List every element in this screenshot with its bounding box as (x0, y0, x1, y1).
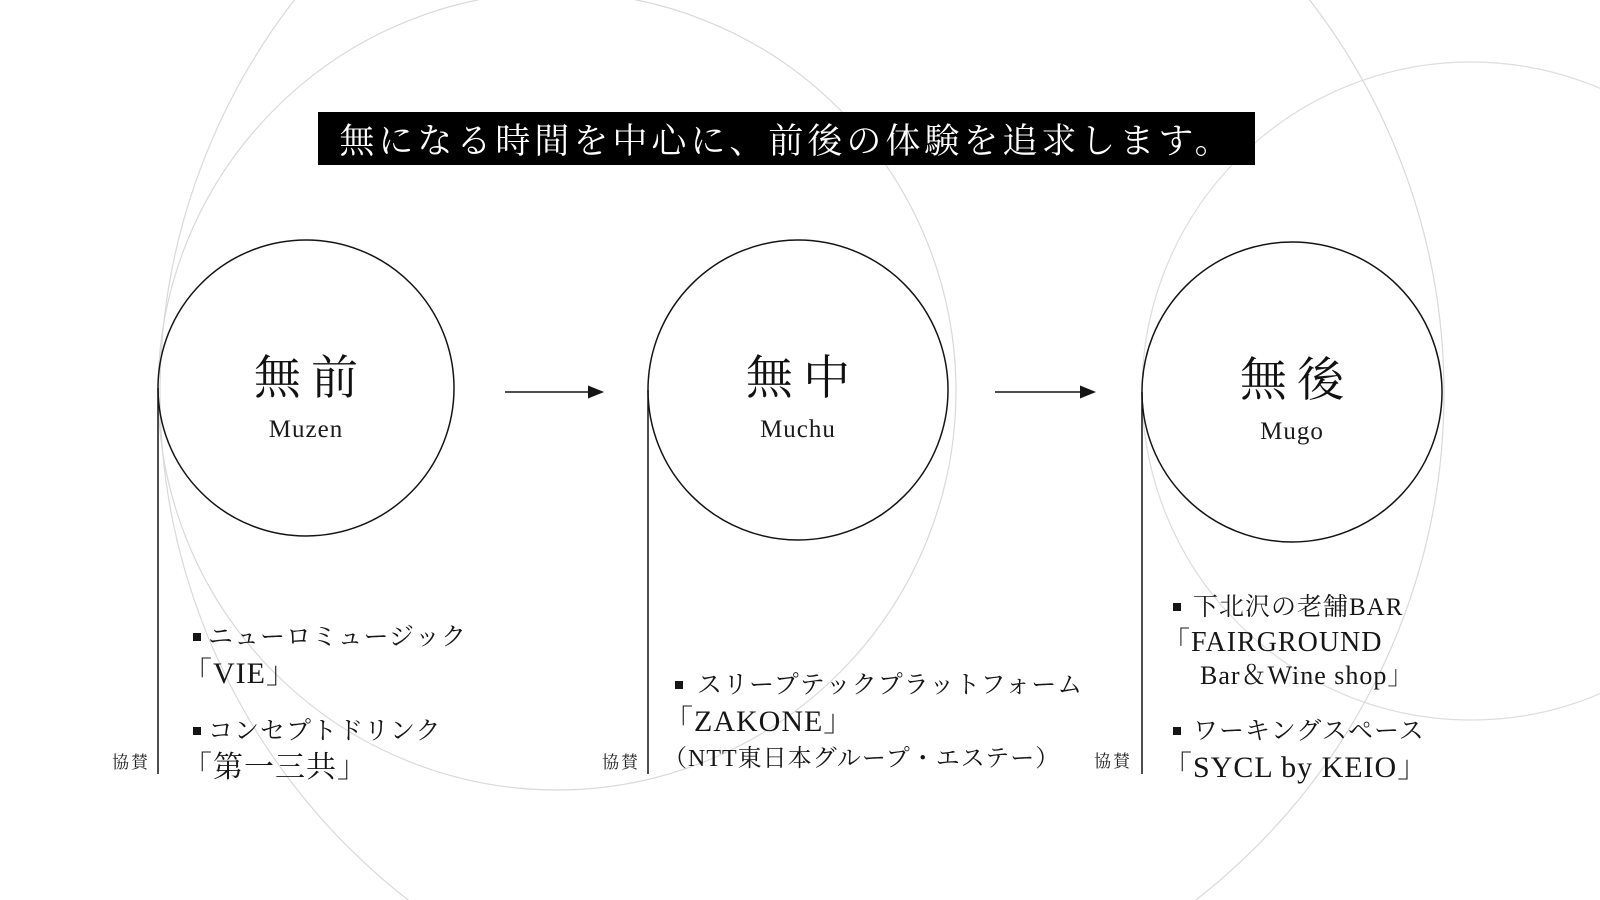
phase-label-muchu (638, 351, 958, 443)
phase-romaji: Mugo (1260, 418, 1324, 445)
sponsor-name: 「第一三共」 (182, 751, 368, 784)
title-banner (318, 112, 1255, 165)
bullet-square-icon (1173, 727, 1181, 735)
sponsor-note: （NTT東日本グループ・エステー） (663, 746, 1061, 772)
list-item (182, 714, 467, 786)
phase-kanji: 無後 (1239, 355, 1355, 407)
sponsor-category: スリープテックプラットフォーム (697, 672, 1084, 699)
bullet-square-icon (193, 633, 201, 641)
list-item (1162, 590, 1428, 692)
sponsor-list-muchu (663, 668, 1083, 778)
bullet-square-icon (675, 681, 683, 689)
phase-label-muzen (146, 351, 466, 443)
sponsor-name: 「SYCL by KEIO」 (1162, 751, 1429, 784)
sponsor-category: コンセプトドリンク (208, 718, 442, 745)
bullet-square-icon (193, 727, 201, 735)
sponsor-list-mugo (1162, 590, 1428, 786)
sponsor-category: ニューロミュージック (208, 624, 468, 651)
phase-kanji: 無中 (745, 353, 861, 405)
sponsor-name-continued: Bar＆Wine shop」 (1200, 661, 1415, 690)
sponsor-category: 下北沢の老舗BAR (1193, 594, 1404, 621)
list-item (1162, 714, 1428, 786)
sponsor-heading-2: 協賛 (602, 753, 640, 772)
flow-arrow-icon-1 (505, 386, 604, 399)
bullet-square-icon (1173, 603, 1181, 611)
title-text: 無になる時間を中心に、前後の体験を追求します。 (339, 121, 1234, 161)
sponsor-name: 「FAIRGROUND (1162, 627, 1383, 658)
phase-kanji: 無前 (253, 353, 369, 405)
sponsor-category: ワーキングスペース (1193, 718, 1425, 745)
flow-arrow-icon-2 (995, 386, 1096, 399)
phase-romaji: Muchu (760, 416, 836, 443)
sponsor-heading-1: 協賛 (112, 753, 150, 772)
sponsor-list-muzen (182, 620, 467, 786)
phase-label-mugo (1132, 353, 1452, 445)
sponsor-name: 「VIE」 (182, 657, 297, 690)
sponsor-name: 「ZAKONE」 (663, 705, 855, 738)
phase-romaji: Muzen (268, 416, 344, 443)
sponsor-heading-3: 協賛 (1094, 752, 1132, 771)
list-item (663, 668, 1083, 778)
list-item (182, 620, 467, 692)
